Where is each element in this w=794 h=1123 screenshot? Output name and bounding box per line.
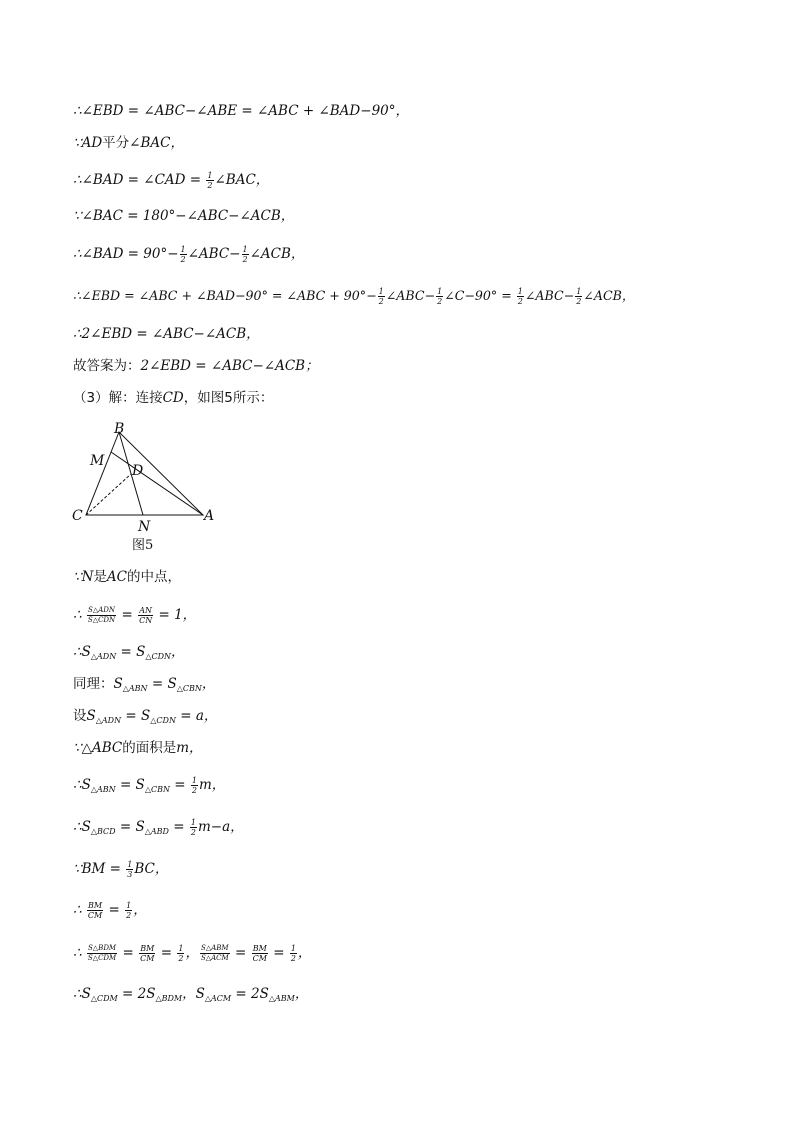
solution-line-20: ∴ S△BDM S△CDM = $\frac{BM}{CM}$ = $\frac{1}{2}$ ， S△ABM S△ACM = $\frac{BM}{CM}$ = $\frac{1}{2}$ ， xyxy=(73,944,312,963)
figure-caption: 图5 xyxy=(132,538,154,553)
solution-line-11: ∴ S△ADN S△CDN = $\frac{AN}{CN}$ = 1， xyxy=(73,606,197,625)
solution-line-6: ∴∠EBD = ∠ABC + ∠BAD−90° = ∠ABC + 90°− $\frac{1}{2}$ ∠ABC− $\frac{1}{2}$ ∠C−90° = $\frac{1}{2}$ ∠ABC− $\frac{1}{2}$ ∠ACB， xyxy=(73,287,635,306)
solution-line-12: $\therefore S_{\triangle ADN} = S_{\triangle CDN}$， xyxy=(73,644,185,661)
solution-line-5: ∴∠BAD = 90°− $\frac{1}{2}$ ∠ABC− $\frac{1}{2}$ ∠ACB， xyxy=(73,245,305,264)
solution-line-16: $\therefore S_{\triangle ABN} = S_{\triangle CBN}$ = $\frac{1}{2}$ m， xyxy=(73,776,226,795)
solution-line-14: 设$S_{\triangle ADN} = S_{\triangle CDN} = a$， xyxy=(73,708,218,725)
label-b: B xyxy=(114,421,125,437)
solution-line-13: 同理：$S_{\triangle ABN} = S_{\triangle CBN}$， xyxy=(73,676,216,693)
solution-line-3: ∴∠BAD = ∠CAD = $\frac{1}{2}$ ∠BAC， xyxy=(73,171,270,190)
solution-line-18: ∵BM = $\frac{1}{3}$ BC， xyxy=(73,860,169,879)
label-c: C xyxy=(72,508,83,524)
solution-line-10: ∵N是AC的中点， xyxy=(73,569,181,585)
solution-line-2: ∵AD平分∠BAC， xyxy=(73,135,184,151)
label-n: N xyxy=(138,519,151,535)
solution-line-1: ∴∠EBD = ∠ABC−∠ABE = ∠ABC + ∠BAD−90°， xyxy=(73,103,409,119)
triangle-figure-5 xyxy=(68,418,228,558)
solution-line-19: ∴ $\frac{BM}{CM}$ = $\frac{1}{2}$ ， xyxy=(73,901,147,920)
answer-line: 故答案为：2∠EBD = ∠ABC−∠ACB； xyxy=(73,358,319,374)
label-a: A xyxy=(204,508,215,524)
label-m: M xyxy=(90,453,105,469)
segment-ad xyxy=(111,452,203,515)
label-d: D xyxy=(132,463,144,479)
segment-cd xyxy=(86,474,131,515)
solution-line-4: ∵∠BAC = 180°−∠ABC−∠ACB， xyxy=(73,208,295,224)
solution-line-17: $\therefore S_{\triangle BCD} = S_{\triangle ABD}$ = $\frac{1}{2}$ m−a， xyxy=(73,818,244,837)
solution-line-21: $\therefore S_{\triangle CDM} = 2S_{\triangle BDM}$，$S_{\triangle ACM} = 2S_{\triangle ABM}$， xyxy=(73,986,309,1003)
part-3-heading: （3）解：连接CD，如图5所示： xyxy=(73,390,274,406)
solution-line-7: ∴2∠EBD = ∠ABC−∠ACB， xyxy=(73,326,260,342)
solution-line-15: ∵△ABC的面积是m， xyxy=(73,740,203,756)
